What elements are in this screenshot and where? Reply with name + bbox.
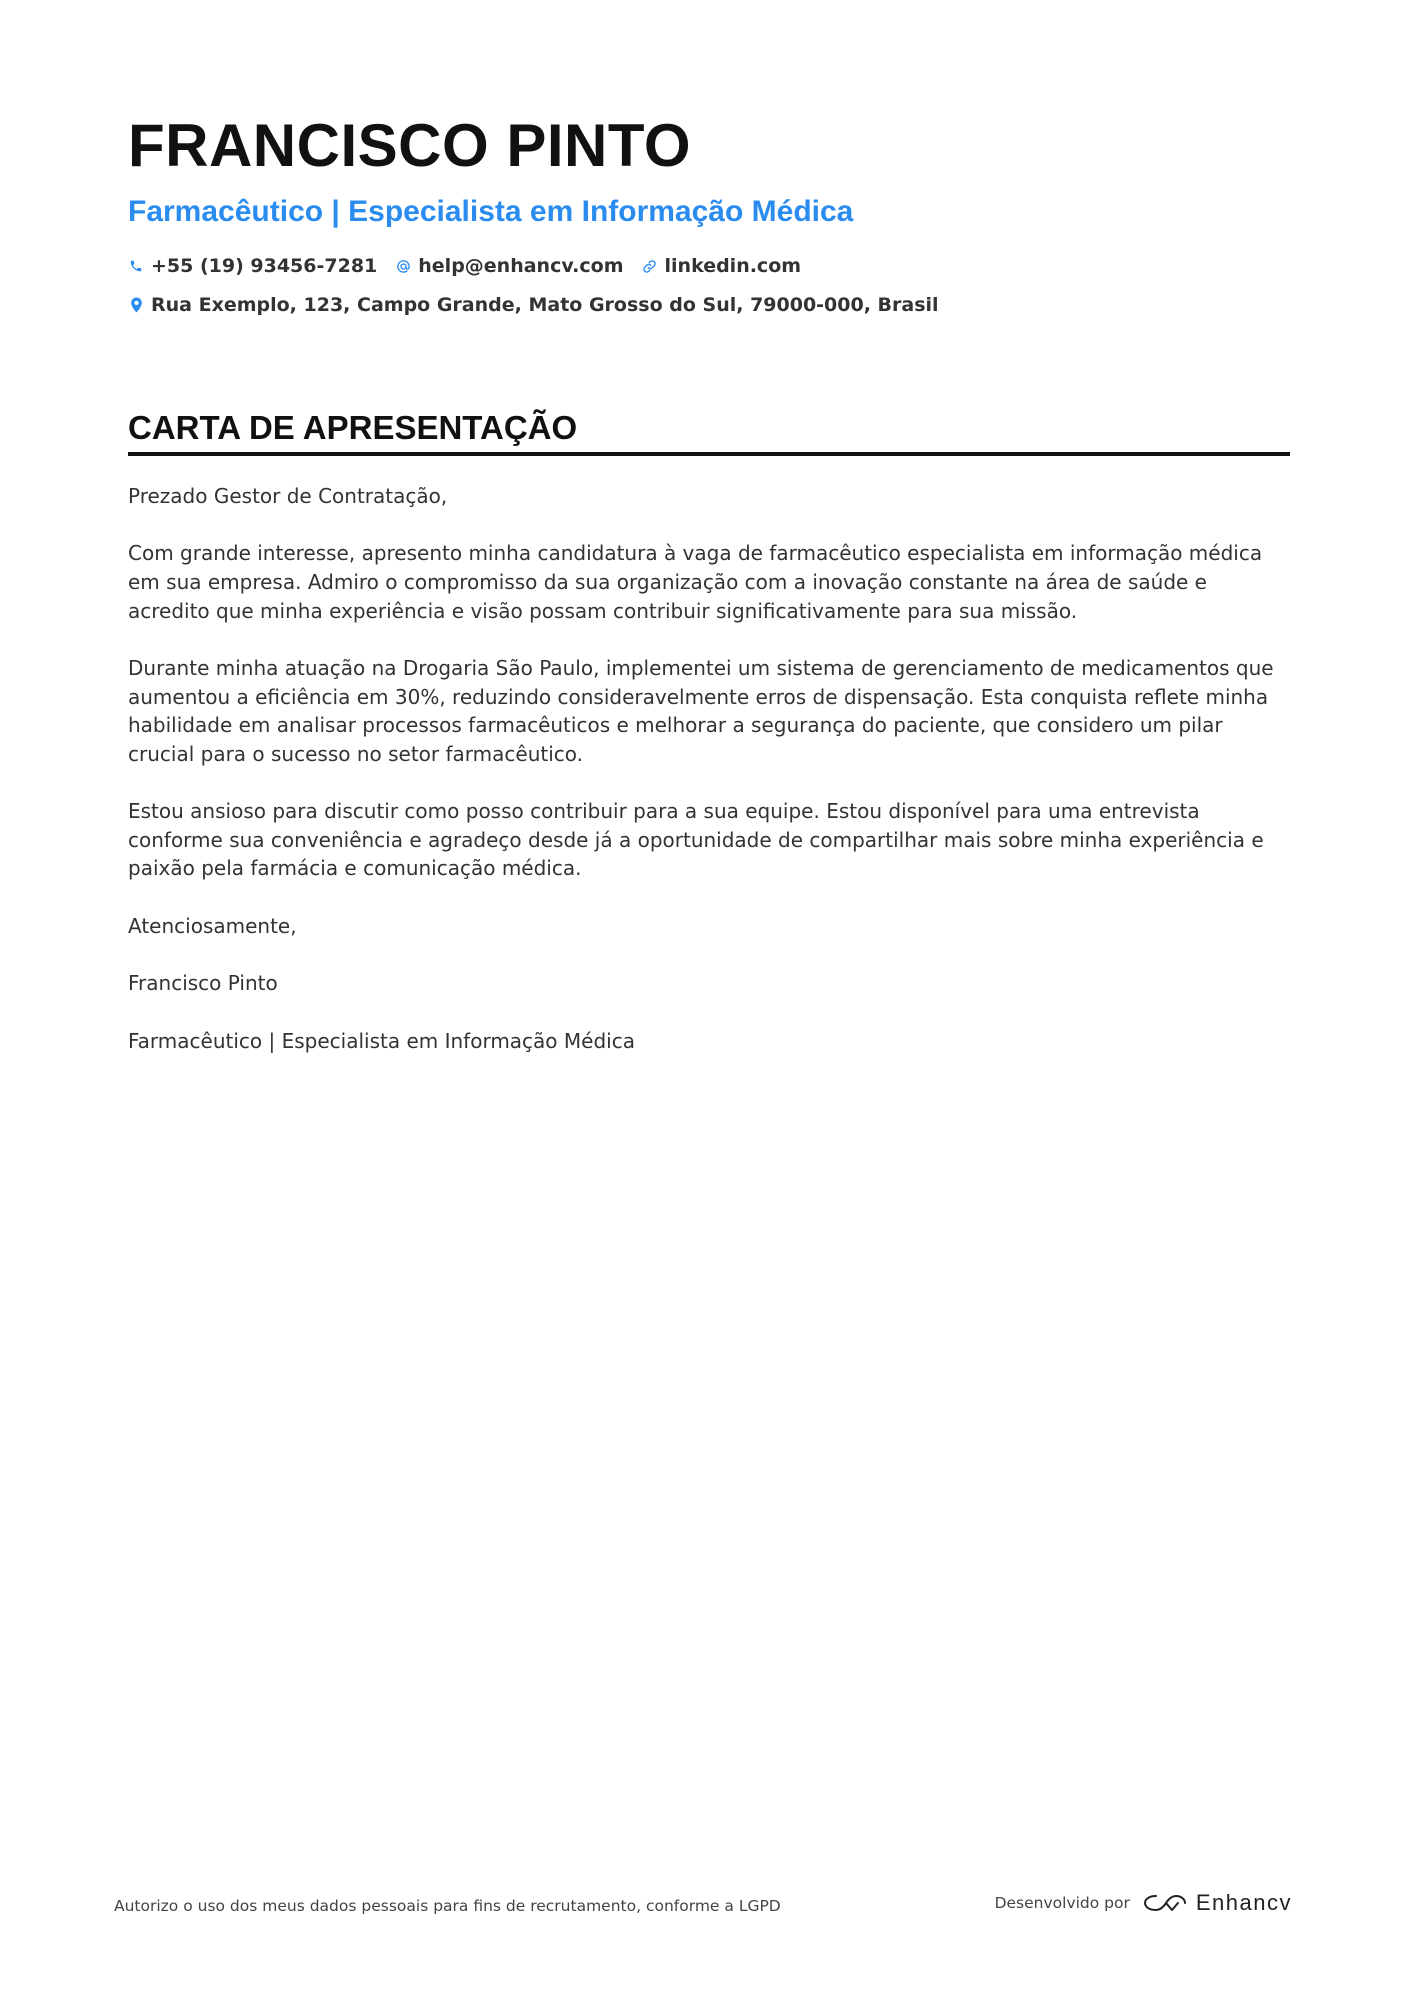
contact-address [128, 294, 939, 316]
address-row [128, 291, 1290, 319]
linkedin-link[interactable]: linkedin.com [664, 255, 802, 277]
powered-by[interactable] [995, 1890, 1292, 1916]
letter-paragraph: Com grande interesse, apresento minha candidatura à vaga de farmacêutico especialista em informação médica em sua empresa. Admiro o compromisso da sua organização com a inovação constante na área de saúde e acredito que minha experiência e visão possam contribuir significativamente para sua missão. [128, 541, 1263, 623]
contact-phone [128, 255, 377, 277]
signature-title: Farmacêutico | Especialista em Informação Médica [128, 1028, 635, 1053]
location-pin-icon [128, 295, 144, 315]
enhancv-logo-icon [1142, 1892, 1188, 1914]
address-text: Rua Exemplo, 123, Campo Grande, Mato Grosso do Sul, 79000-000, Brasil [151, 294, 939, 316]
section-title: CARTA DE APRESENTAÇÃO [128, 408, 1290, 456]
candidate-role: Farmacêutico | Especialista em Informação Médica [128, 195, 854, 228]
resume-header [128, 110, 1290, 319]
letter-salutation: Prezado Gestor de Contratação, [128, 484, 448, 508]
powered-by-label: Desenvolvido por [994, 1894, 1130, 1912]
cover-letter-section [128, 408, 1290, 1084]
email-link[interactable]: help@enhancv.com [418, 255, 624, 277]
link-icon [642, 256, 658, 276]
candidate-name: FRANCISCO PINTO [128, 112, 692, 179]
consent-note: Autorizo o uso dos meus dados pessoais para fins de recrutamento, conforme a LGPD [114, 1897, 781, 1915]
letter-body [128, 482, 1290, 1055]
phone-text: +55 (19) 93456-7281 [151, 255, 378, 277]
contact-row [128, 252, 1290, 280]
contact-linkedin[interactable] [642, 255, 802, 277]
phone-icon [128, 256, 144, 276]
signature-name: Francisco Pinto [128, 971, 278, 996]
contact-email[interactable] [395, 255, 623, 277]
brand-name: Enhancv [1195, 1890, 1292, 1915]
letter-paragraph: Estou ansioso para discutir como posso contribuir para a sua equipe. Estou disponível para uma entrevista conforme sua conveniência e agradeço desde já a oportunidade de compartilhar mais sobre minha experiência e paixão pela farmácia e comunicação médica. [128, 799, 1264, 881]
letter-closing: Atenciosamente, [128, 913, 297, 938]
letter-paragraph: Durante minha atuação na Drogaria São Paulo, implementei um sistema de gerenciamento de medicamentos que aumentou a eficiência em 30%, reduzindo consideravelmente erros de dispensação. Esta conquista reflete minha habilidade em analisar processos farmacêuticos e melhorar a segurança do paciente, que considero um pilar crucial para o sucesso no setor farmacêutico. [128, 655, 1274, 766]
at-icon [395, 256, 411, 276]
